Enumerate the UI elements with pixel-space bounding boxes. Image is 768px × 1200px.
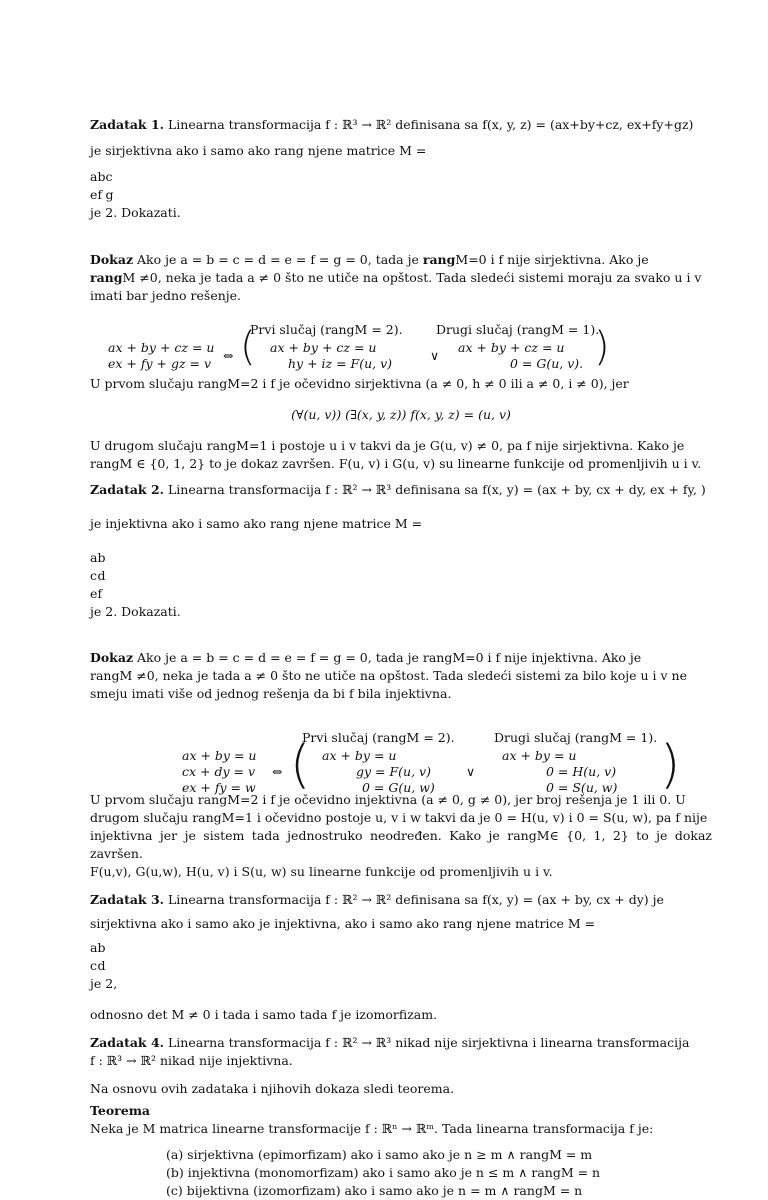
theorem-option-b: (b) injektivna (monomorfizam) ako i samo ako je n ≤ m ∧ rangM = n — [166, 1164, 601, 1180]
theorem-options — [166, 1146, 712, 1200]
task3-line2: sirjektivna ako i samo ako je injektivna, ako i samo ako rang njene matrice M = — [90, 916, 596, 931]
matrix-entry: d — [97, 958, 106, 973]
task4-line1: Zadatak 4. Linearna transformacija f : ℝ² → ℝ³ nikad nije sirjektivna i linearna transformacija — [90, 1034, 690, 1050]
proof1-formula: (∀(u, v)) (∃(x, y, z)) f(x, y, z) = (u, v) — [291, 406, 511, 422]
matrix-entry: c — [90, 958, 98, 973]
matrix-entry: a — [90, 940, 98, 955]
task4-line2: f : ℝ³ → ℝ² nikad nije injektivna. — [90, 1052, 293, 1068]
proof2-line2: rangM ≠0, neka je tada a ≠ 0 što ne utiče na opštost. Tada sledeći sistemi za bilo koje u i v ne — [90, 668, 688, 683]
matrix-entry: e — [90, 187, 98, 202]
proof2-para3: injektivna jer je sistem tada jednostruko neodređen. Kako je rangM∈ {0, 1, 2} to je dokaz završen. — [90, 828, 712, 861]
matrix-entry: a — [90, 169, 98, 184]
proof1-para2: U drugom slučaju rangM=1 i postoje u i v takvi da je G(u, v) ≠ 0, pa f nije sirjektivna. Kako je — [90, 437, 685, 453]
task1-title: Zadatak 1. — [90, 117, 164, 132]
proof1-systems: Prvi slučaj (rangM = 2). Drugi slučaj (rangM = 1). ax + by + cz = u ex + fy + gz = v ⇔ ( ax + by + cz = u hy + iz = F(u, v) ∨ ax + by + cz = u 0 = G(u, v). ) — [108, 321, 610, 371]
matrix-entry: a — [90, 549, 98, 565]
document-page: Zadatak 1. Linearna transformacija f : ℝ³ → ℝ² definisana sa f(x, y, z) = (ax+by+cz, ex+fy+gz) je sirjektivna ako i samo ako rang njene matrice M = a b c e f g je 2. Dokazati. Dokaz Ako je a = b = c = d = e = f = g = 0, tada je rangM=0 i f nije sirjektivna. Ako je rangM ≠0, neka je tada a ≠ 0 što ne utiče na opštost. Tada sledeći sistemi moraju za svako u i v imati bar jedno rešenje. Prvi slučaj (rangM = 2). Drugi slučaj (rangM = 1). ax + by + cz = u ex + fy + gz = v ⇔ ( ax + by + cz = u hy + iz = F(u, v) ∨ ax + by + cz = u 0 = G(u, v). ) U prvom slučaju rangM=2 i f je očevidno sirjektivna (a ≠ 0, h ≠ 0 ili a ≠ 0, i ≠ 0), jer (∀(u, v)) (∃(x, y, z)) f(x, y, z) = (u, v) U drugom slučaju rangM=1 i postoje u i v takvi da je G(u, v) ≠ 0, pa f nije sirjektivna. Kako je rangM ∈ {0, 1, 2} to je dokaz završen. F(u, v) i G(u, v) su linearne funkcije od promenljivih u i v. Zadatak 2. Linearna transformacija f : ℝ² → ℝ³ definisana sa f(x, y) = (ax + by, cx + dy, ex + fy, ) je injektivna ako i samo ako rang njene matrice M = a b c d e f je 2. Dokazati. Dokaz Ako je a = b = c = d = e = f = g = 0, tada je rangM=0 i f nije injektivna. Ako je rangM ≠0, neka je tada a ≠ 0 što ne utiče na opštost. Tada sledeći sistemi za bilo koje u i v ne smeju imati više od jednog rešenja da bi f bila injektivna. Prvi slučaj (rangM = 2). Drugi slučaj (rangM = 1). ax + by = u cx + dy = v ex + fy = w ⇔ ( ax + by = u gy = F(u, v) 0 = G(u, w) ∨ ax + by = u 0 = H(u, v) 0 = S(u, w) ) U prvom slučaju rangM=2 i f je očevidno injektivna (a ≠ 0, g ≠ 0), jer broj rešenja je 1 ili 0. U drugom slučaju rangM=1 i očevidno postoje u, v i w takvi da je 0 = H(u, v) i 0 = S(u, w), pa f nije injektivna jer je sistem tada jednostruko neodređen. Kako je rangM∈ {0, 1, 2} to je dokaz završen. F(u,v), G(u,w), H(u, v) i S(u, w) su linearne funkcije od promenljivih u i v. Zadatak 3. Linearna transformacija f : ℝ² → ℝ² definisana sa f(x, y) = (ax + by, cx + dy) je sirjektivna ako i samo ako je injektivna, ako i samo ako rang njene matrice M = a b c d je 2, odnosno det M ≠ 0 i tada i samo tada f je izomorfizam. Zadatak 4. Linearna transformacija f : ℝ² → ℝ³ nikad nije sirjektivna i linearna transformacija f : ℝ³ → ℝ² nikad nije injektivna. Na osnovu ovih zadataka i njihovih dokaza sledi teorema. Teorema Neka je M matrica linearne transformacije f : ℝⁿ → ℝᵐ. Tada linearna transformacija f je: (a) sirjektivna (epimorfizam) ako i samo ako je n ≥ m ∧ rangM = m (b) injektivna (monomorfizam) ako i samo ako je n ≤ m ∧ rangM = n (c) bijektivna (izomorfizam) ako i samo ako je n = m ∧ rangM = n — [90, 117, 712, 1198]
matrix-entry: d — [97, 567, 106, 583]
task2-line1: Zadatak 2. Linearna transformacija f : ℝ² → ℝ³ definisana sa f(x, y) = (ax + by, cx + dy, ex + fy, ) — [90, 481, 706, 497]
intro-line: Na osnovu ovih zadataka i njihovih dokaza sledi teorema. — [90, 1080, 455, 1096]
proof1-line2: rangM ≠0, neka je tada a ≠ 0 što ne utiče na opštost. Tada sledeći sistemi moraju za svako u i v — [90, 269, 702, 285]
task1-line1: Zadatak 1. Linearna transformacija f : ℝ³ → ℝ² definisana sa f(x, y, z) = (ax+by+cz, ex+fy+gz) — [90, 117, 694, 132]
proof1-para3: rangM ∈ {0, 1, 2} to je dokaz završen. F(u, v) i G(u, v) su linearne funkcije od promenljivih u i v. — [90, 455, 702, 471]
case2-label: Drugi slučaj (rangM = 1). — [436, 321, 600, 337]
task4-title: Zadatak 4. — [90, 1034, 164, 1050]
proof2-line1: Dokaz Ako je a = b = c = d = e = f = g = 0, tada je rangM=0 i f nije injektivna. Ako je — [90, 650, 642, 665]
proof1-para1: U prvom slučaju rangM=2 i f je očevidno sirjektivna (a ≠ 0, h ≠ 0 ili a ≠ 0, i ≠ 0), jer — [90, 375, 629, 391]
matrix-entry: f — [97, 187, 103, 202]
task2-line2: je injektivna ako i samo ako rang njene matrice M = — [90, 515, 423, 531]
matrix-entry: c — [105, 169, 113, 184]
task3-line3: odnosno det M ≠ 0 i tada i samo tada f je izomorfizam. — [90, 1006, 438, 1022]
matrix-entry: c — [90, 567, 98, 583]
task2-title: Zadatak 2. — [90, 481, 164, 497]
matrix-entry: b — [97, 940, 106, 955]
theorem-line1: Neka je M matrica linearne transformacije f : ℝⁿ → ℝᵐ. Tada linearna transformacija f je: — [90, 1120, 654, 1136]
theorem-title: Teorema — [90, 1102, 151, 1118]
matrix-entry: g — [105, 187, 114, 202]
theorem-option-c: (c) bijektivna (izomorfizam) ako i samo ako je n = m ∧ rangM = n — [166, 1182, 583, 1198]
matrix-entry: f — [97, 585, 103, 601]
case1-label: Prvi slučaj (rangM = 2). — [250, 321, 403, 337]
proof2-line3: smeju imati više od jednog rešenja da bi f bila injektivna. — [90, 686, 452, 701]
matrix-entry: e — [90, 585, 98, 601]
proof2-systems: Prvi slučaj (rangM = 2). Drugi slučaj (rangM = 1). ax + by = u cx + dy = v ex + fy = w ⇔ ( ax + by = u gy = F(u, v) 0 = G(u, w) ∨ ax + by = u 0 = H(u, v) 0 = S(u, w) ) — [182, 730, 681, 795]
proof2-para4: F(u,v), G(u,w), H(u, v) i S(u, w) su linearne funkcije od promenljivih u i v. — [90, 864, 553, 879]
theorem-option-a: (a) sirjektivna (epimorfizam) ako i samo ako je n ≥ m ∧ rangM = m — [166, 1146, 593, 1162]
matrix-entry: b — [97, 169, 106, 184]
proof2-para1: U prvom slučaju rangM=2 i f je očevidno injektivna (a ≠ 0, g ≠ 0), jer broj rešenja je 1 ili 0. U — [90, 792, 686, 807]
matrix-entry: b — [97, 549, 106, 565]
task1-line2: je sirjektivna ako i samo ako rang njene matrice M = — [90, 143, 427, 158]
proof1-line1: Dokaz Ako je a = b = c = d = e = f = g = 0, tada je rangM=0 i f nije sirjektivna. Ako je — [90, 251, 649, 267]
task3-title: Zadatak 3. — [90, 892, 164, 907]
task3-line1: Zadatak 3. Linearna transformacija f : ℝ² → ℝ² definisana sa f(x, y) = (ax + by, cx + dy) je — [90, 892, 664, 907]
proof1-line3: imati bar jedno rešenje. — [90, 287, 242, 303]
proof2-para2: drugom slučaju rangM=1 i očevidno postoje u, v i w takvi da je 0 = H(u, v) i 0 = S(u, w), pa f nije — [90, 810, 708, 825]
